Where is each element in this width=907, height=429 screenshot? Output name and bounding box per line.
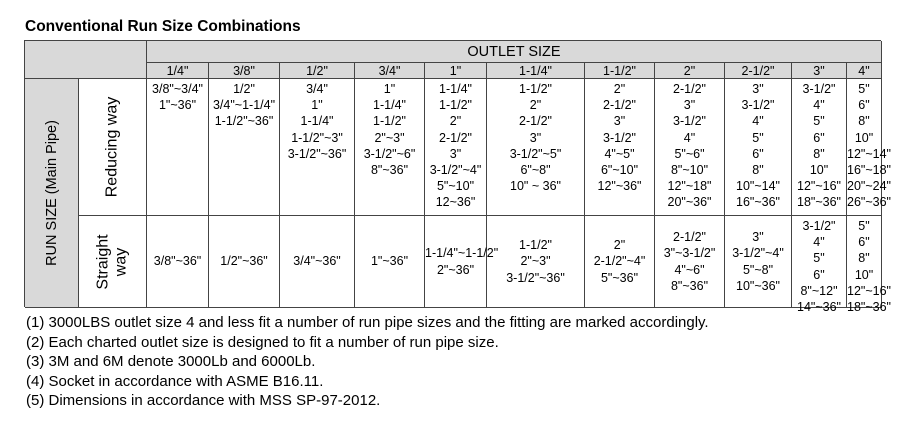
straight-run-cell <box>792 216 847 315</box>
run-size-value: 14"~36" <box>797 300 841 315</box>
run-size-value: 3/4"~1-1/4" <box>212 98 276 113</box>
run-size-value: 4" <box>813 98 825 113</box>
run-size-value: 3-1/2"~6" <box>363 146 416 161</box>
outlet-size-header: OUTLET SIZE <box>147 41 882 63</box>
run-size-value: 6" <box>858 98 870 113</box>
run-size-value: 8"~10" <box>670 163 709 178</box>
reducing-run-cell <box>725 79 792 216</box>
run-size-value: 1"~36" <box>370 254 409 269</box>
run-size-value: 4"~5" <box>604 146 635 161</box>
run-size-value: 3-1/2"~4" <box>732 246 784 261</box>
run-size-value: 3-1/2" <box>802 82 836 96</box>
run-size-value: 3" <box>683 98 696 113</box>
run-size-value: 2-1/2" <box>603 98 636 113</box>
run-size-value: 10"~14" <box>736 179 780 194</box>
run-size-value: 12"~14" <box>847 146 891 161</box>
reducing-way-label-cell <box>79 79 147 216</box>
run-size-value: 3" <box>529 130 542 145</box>
run-size-value: 6"~10" <box>600 163 639 178</box>
run-size-value: 4" <box>813 235 825 250</box>
run-size-value: 6" <box>813 130 825 145</box>
reducing-run-cell <box>792 79 847 216</box>
straight-run-cell <box>585 216 655 308</box>
run-size-value: 16"~36" <box>736 195 780 210</box>
run-size-value: 5"~10" <box>436 179 475 194</box>
run-size-value: 3-1/2" <box>603 130 636 145</box>
run-size-value: 10" <box>854 267 874 282</box>
run-size-value: 12"~18" <box>667 179 712 194</box>
run-size-value: 1/2"~36" <box>220 254 268 269</box>
run-size-value: 12~36" <box>435 195 476 210</box>
run-size-value: 20"~24" <box>847 179 891 194</box>
reducing-run-cell <box>425 79 487 216</box>
straight-way-label-line1: Straight <box>94 233 112 290</box>
run-size-value: 10"~36" <box>736 278 780 293</box>
run-size-value: 1-1/2"~3" <box>291 130 343 145</box>
run-size-value: 8" <box>813 146 825 161</box>
straight-run-cell <box>847 216 891 315</box>
run-size-value: 3" <box>613 114 626 129</box>
notes-list <box>26 313 709 411</box>
run-size-value: 1-1/2" <box>519 238 552 253</box>
run-size-value: 5" <box>752 130 764 145</box>
run-size-value: 12"~36" <box>597 179 642 194</box>
run-size-value: 16"~18" <box>847 163 891 178</box>
reducing-run-cell <box>355 79 425 216</box>
run-size-value: 2-1/2"~4" <box>593 254 646 269</box>
run-size-value: 12"~16" <box>847 283 891 298</box>
note-item: (1) 3000LBS outlet size 4 and less fit a number of run pipe sizes and the fitting are marked accordingly. <box>26 314 709 331</box>
outlet-size-header-cell: 2" <box>655 63 725 79</box>
reducing-run-cell <box>147 79 209 216</box>
straight-run-cell <box>280 216 355 308</box>
run-size-value: 4" <box>683 130 696 145</box>
run-size-value: 3/8"~3/4" <box>152 82 203 96</box>
run-size-value: 5" <box>858 82 870 96</box>
reducing-way-label: Reducing way <box>103 96 121 198</box>
straight-run-cell <box>655 216 725 308</box>
run-size-value: 3-1/2"~36" <box>287 146 347 161</box>
outlet-size-header-cell: 3/8" <box>209 63 280 79</box>
run-size-value: 6"~8" <box>520 163 551 178</box>
run-size-value: 3-1/2"~5" <box>509 146 562 161</box>
run-size-value: 1-1/2" <box>439 98 472 113</box>
reducing-run-cell <box>655 79 725 216</box>
run-size-value: 26"~36" <box>847 195 891 210</box>
run-size-value: 3/4" <box>306 82 328 96</box>
reducing-run-cell <box>280 79 355 216</box>
run-size-value: 4" <box>752 114 764 129</box>
straight-way-label-line2: way <box>112 247 130 276</box>
outlet-size-header-cell: 4" <box>847 63 882 79</box>
run-size-label: RUN SIZE (Main Pipe) <box>43 120 60 266</box>
run-size-value: 2" <box>613 238 626 253</box>
run-size-value: 3/8"~36" <box>153 254 202 269</box>
run-size-value: 5" <box>813 251 825 266</box>
run-size-value: 4"~6" <box>674 262 705 277</box>
run-size-value: 1-1/2" <box>519 82 552 96</box>
run-size-value: 3" <box>752 230 764 245</box>
run-size-table <box>24 40 891 315</box>
run-size-value: 2"~3" <box>520 254 551 269</box>
straight-run-cell <box>147 216 209 308</box>
note-item: (4) Socket in accordance with ASME B16.11. <box>26 372 324 390</box>
run-size-value: 3-1/2" <box>741 98 775 113</box>
run-size-value: 18"~36" <box>847 300 891 315</box>
run-size-value: 2" <box>613 82 626 96</box>
run-size-value: 8" <box>752 163 764 178</box>
run-size-value: 2"~3" <box>374 130 405 145</box>
reducing-run-cell <box>847 79 891 216</box>
run-size-value: 2-1/2" <box>439 130 472 145</box>
run-size-value: 3" <box>449 146 462 161</box>
outlet-size-header-cell: 2-1/2" <box>725 63 792 79</box>
run-size-value: 3-1/2" <box>802 219 836 233</box>
straight-run-cell <box>355 216 425 308</box>
outlet-size-header-cell: 1-1/2" <box>585 63 655 79</box>
run-size-value: 5"~36" <box>600 270 639 285</box>
outlet-size-header-cell: 1" <box>425 63 487 79</box>
run-size-value: 10" <box>809 163 829 178</box>
run-size-value: 1/2" <box>233 82 255 96</box>
reducing-run-cell <box>585 79 655 216</box>
reducing-run-cell <box>487 79 585 216</box>
run-size-value: 5" <box>858 219 870 233</box>
run-size-value: 8" <box>858 114 870 129</box>
run-size-value: 20"~36" <box>667 195 712 210</box>
run-size-value: 3" <box>752 82 764 96</box>
run-size-value: 1-1/4"~1-1/2" <box>425 246 499 261</box>
run-size-value: 8"~36" <box>670 278 709 293</box>
run-size-value: 8" <box>858 251 870 266</box>
run-size-value: 2"~36" <box>436 262 475 277</box>
run-size-value: 1-1/4" <box>439 82 472 96</box>
straight-way-label-cell <box>79 216 147 308</box>
straight-run-cell <box>725 216 792 308</box>
run-size-value: 3-1/2" <box>673 114 706 129</box>
run-size-header <box>25 79 79 308</box>
page-title: Conventional Run Size Combinations <box>25 18 301 35</box>
run-size-value: 6" <box>858 235 870 250</box>
note-item: (2) Each charted outlet size is designed to fit a number of run pipe size. <box>26 333 499 351</box>
run-size-value: 1" <box>311 98 323 113</box>
straight-run-cell <box>425 216 499 308</box>
run-size-value: 18"~36" <box>797 195 841 210</box>
run-size-value: 1-1/2"~36" <box>214 114 274 129</box>
straight-run-cell <box>209 216 280 308</box>
run-size-value: 1-1/2" <box>373 114 406 129</box>
note-item: (3) 3M and 6M denote 3000Lb and 6000Lb. <box>26 353 316 370</box>
outlet-size-header-cell: 3" <box>792 63 847 79</box>
run-size-value: 1-1/4" <box>300 114 334 129</box>
run-size-value: 2-1/2" <box>673 82 706 96</box>
run-size-value: 3"~3-1/2" <box>663 246 716 261</box>
run-size-value: 10" ~ 36" <box>510 179 561 194</box>
run-size-value: 1" <box>383 82 396 96</box>
outlet-size-header-cell: 1-1/4" <box>487 63 585 79</box>
run-size-value: 5"~8" <box>742 262 774 277</box>
straight-run-cell <box>487 216 585 308</box>
run-size-value: 10" <box>854 130 874 145</box>
corner-cell <box>25 41 147 79</box>
run-size-value: 1"~36" <box>158 98 197 113</box>
outlet-size-header-cell: 3/4" <box>355 63 425 79</box>
reducing-run-cell <box>209 79 280 216</box>
run-size-value: 1-1/4" <box>373 98 406 113</box>
run-size-value: 2-1/2" <box>519 114 552 129</box>
note-item: (5) Dimensions in accordance with MSS SP-97-2012. <box>26 392 381 409</box>
run-size-value: 8"~36" <box>370 163 409 178</box>
run-size-value: 3/4"~36" <box>293 254 341 269</box>
outlet-size-header-cell: 1/4" <box>147 63 209 79</box>
run-size-value: 2-1/2" <box>673 230 706 245</box>
run-size-value: 3-1/2"~4" <box>429 163 482 178</box>
run-size-value: 6" <box>752 146 764 161</box>
run-size-value: 6" <box>813 267 825 282</box>
run-size-value: 2" <box>449 114 462 129</box>
run-size-value: 8"~12" <box>800 283 838 298</box>
run-size-value: 5" <box>813 114 825 129</box>
run-size-value: 5"~6" <box>674 146 705 161</box>
run-size-value: 2" <box>529 98 542 113</box>
run-size-value: 3-1/2"~36" <box>506 270 565 285</box>
outlet-size-header-cell: 1/2" <box>280 63 355 79</box>
run-size-value: 12"~16" <box>797 179 841 194</box>
